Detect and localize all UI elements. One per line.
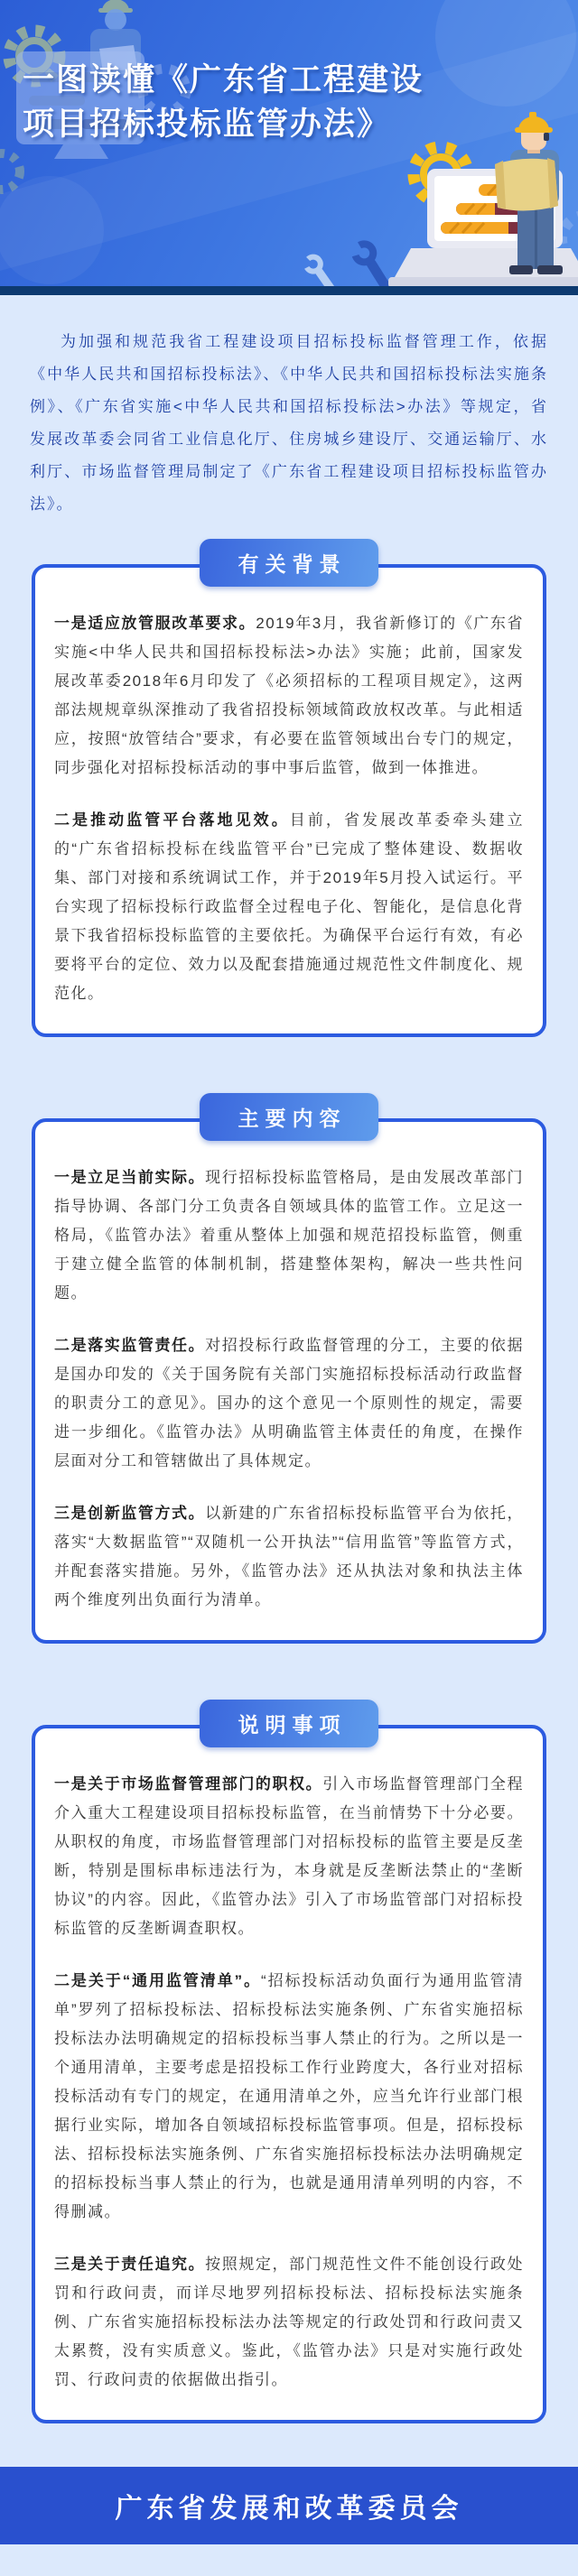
section-notes [0,1700,578,2423]
card-paragraph [54,1770,524,1943]
footer-organization: 广东省发展和改革委员会 [115,2494,463,2524]
paragraph-body: 目前，省发展改革委牵头建立的“广东省招标投标在线监管平台”已完成了整体建设、数据收集、部门对接和系统调试工作，并于2019年5月投入试运行。平台实现了招标投标行政监督全过程电子化、智能化，是信息化背景下我省招标投标监管的主要依托。为确保平台运行有效，有必要将平台的定位、效力以及配套措施通过规范性文件制度化、规范化。 [54,811,525,1002]
section-title-badge-background [200,539,378,587]
paragraph-body: 2019年3月，我省新修订的《广东省实施<中华人民共和国招标投标法>办法》实施；此前，国家发展改革委2018年6月印发了《必须招标的工程项目规定》，这两部法规规章纵深推动了我省招投标领域简政放权改革。与此相适应，按照“放管结合”要求，有必要在监管领域出台专门的规定，同步强化对招标投标活动的事中事后监管，做到一体推进。 [54,615,525,776]
paragraph-lead: 一是适应放管服改革要求。 [54,615,256,632]
section-card-background [32,564,546,1037]
card-paragraph [54,1331,524,1476]
paragraph-lead: 三是关于责任追究。 [54,2256,206,2273]
paragraph-lead: 一是立足当前实际。 [54,1169,206,1186]
gear-icon [0,153,20,190]
section-background [0,539,578,1037]
section-title-badge-notes [200,1700,378,1747]
card-paragraph [54,2250,524,2395]
section-card-main-content [32,1118,546,1644]
paragraph-body: 以新建的广东省招标投标监管平台为依托，落实“大数据监管”“双随机一公开执法”“信用监管”等监管方式，并配套落实措施。另外，《监管办法》还从执法对象和执法主体两个维度列出负面行为清单。 [54,1505,525,1608]
banner-bottom-strip [0,286,578,295]
section-main-content [0,1093,578,1644]
page-title-line1: 一图读懂《广东省工程建设 [23,62,424,97]
section-title-label: 有关背景 [238,552,347,576]
paragraph-lead: 二是关于“通用监管清单”。 [54,1972,261,1989]
light-circle [0,176,104,284]
section-title-label: 说明事项 [238,1713,347,1737]
paragraph-lead: 二是推动监管平台落地见效。 [54,811,290,829]
paragraph-body: 现行招标投标监管格局，是由发展改革部门指导协调、各部门分工负责各自领域具体的监管工作。立足这一格局，《监管办法》着重从整体上加强和规范招投标监管，侧重于建立健全监管的体制机制，搭建整体架构，解决一些共性问题。 [54,1169,525,1302]
banner [0,0,578,295]
section-title-label: 主要内容 [238,1107,347,1130]
banner-decor-illustration [0,0,578,295]
paragraph-lead: 三是创新监管方式。 [54,1505,206,1522]
card-paragraph [54,1163,524,1308]
card-paragraph [54,806,524,1008]
card-paragraph [54,1967,524,2227]
paragraph-body: “招标投标活动负面行为通用监管清单”罗列了招标投标法、招标投标法实施条例、广东省实施招标投标法办法明确规定的招标投标当事人禁止的行为。之所以是一个通用清单，主要考虑是招投标工作行业跨度大，各行业对招标投标活动有专门的规定，在通用清单之外，应当允许行业部门根据行业实际，增加各自领域招标投标监管事项。但是，招标投标法、招标投标法实施条例、广东省实施招标投标法办法明确规定的招标投标当事人禁止的行为，也就是通用清单列明的内容，不得删减。 [54,1972,524,2220]
paragraph-body: 按照规定，部门规范性文件不能创设行政处罚和行政问责，而详尽地罗列招标投标法、招标投标法实施条例、广东省实施招标投标法办法等规定的行政处罚和行政问责又太累赘，没有实质意义。鉴此，《监管办法》只是对实施行政处罚、行政问责的依据做出指引。 [54,2256,525,2388]
page-title [23,58,424,146]
paragraph-lead: 一是关于市场监督管理部门的职权。 [54,1775,323,1793]
card-paragraph [54,1499,524,1615]
footer [0,2467,578,2544]
intro-paragraph: 为加强和规范我省工程建设项目招标投标监督管理工作，依据《中华人民共和国招标投标法》、《中华人民共和国招标投标法实施条例》、《广东省实施<中华人民共和国招标投标法>办法》等规定，省发展改革委会同省工业信息化厅、住房城乡建设厅、交通运输厅、水利厅、市场监督管理局制定了《广东省工程建设项目招标投标监管办法》。 [30,333,548,513]
section-card-notes [32,1725,546,2423]
paragraph-body: 对招投标行政监督管理的分工，主要的依据是国办印发的《关于国务院有关部门实施招标投标活动行政监督的职责分工的意见》。国办的这个意见一个原则性的规定，需要进一步细化。《监管办法》从明确监管主体责任的角度，在操作层面对分工和管辖做出了具体规定。 [54,1337,525,1469]
paragraph-body: 引入市场监督管理部门全程介入重大工程建设项目招标投标监管，在当前情势下十分必要。从职权的角度，市场监督管理部门对招标投标的监管主要是反垄断，特别是围标串标违法行为，本身就是反垄断法禁止的“垄断协议”的内容。因此，《监管办法》引入了市场监管部门对招标投标监管的反垄断调查职权。 [54,1775,525,1937]
section-title-badge-main-content [200,1093,378,1141]
page-title-line2: 项目招标投标监管办法》 [23,107,391,142]
card-paragraph [54,609,524,783]
paragraph-lead: 二是落实监管责任。 [54,1337,206,1354]
